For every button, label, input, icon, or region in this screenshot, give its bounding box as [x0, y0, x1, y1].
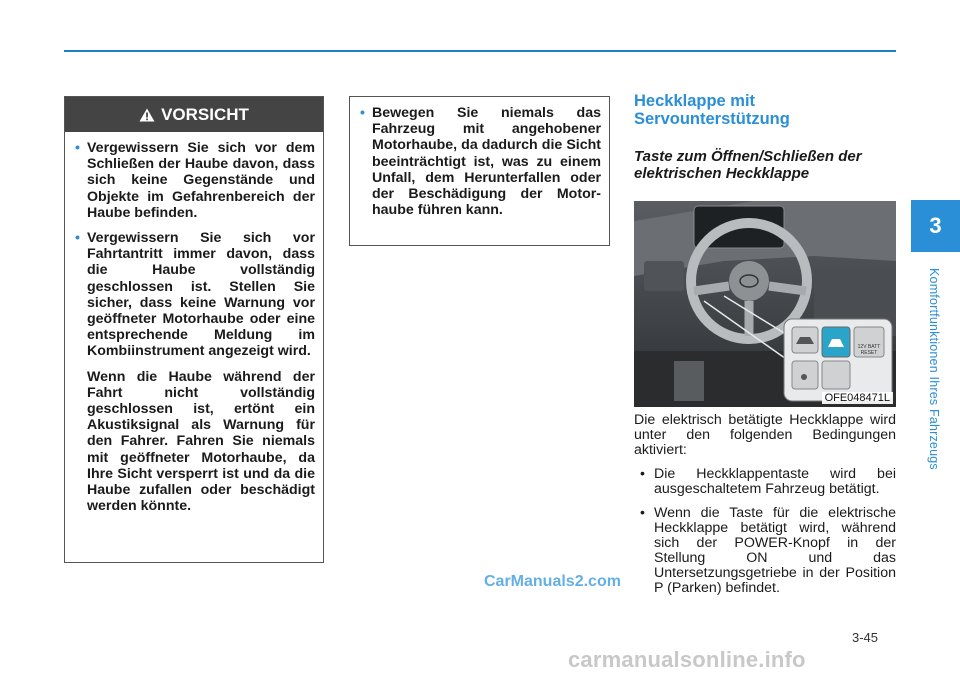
caution-box — [64, 96, 324, 563]
battery-label: 12V BATT — [857, 344, 881, 350]
caution-header — [65, 97, 323, 132]
figure-code: OFE048471L — [822, 392, 893, 404]
caution-box-continued — [349, 96, 610, 246]
caution-list — [65, 140, 323, 514]
section-title-line1: Heckklappe mit — [634, 92, 756, 110]
dashboard-illustration — [634, 201, 896, 407]
caution-item: • Vergewissern Sie sich vor Fahrtantritt immer davon, dass die Haube vollständig geschlossen ist. Stellen Sie sicher, dass keine Warnung vor geöffneter Motorhaube oder eine entsprechende Meldung im Kombiinstrument angezeigt wird. — [87, 230, 315, 360]
caution-item: • Vergewissern Sie sich vor dem Schließen der Haube davon, dass sich keine Gegenstände und Objekte im Gefahrenbereich der Haube befinden. — [87, 140, 315, 221]
condition-item: • Die Heckklappentaste wird bei ausgeschaltetem Fahrzeug betätigt. — [654, 467, 896, 497]
header-rule — [64, 50, 896, 52]
caution-item: • Bewegen Sie niemals das Fahrzeug mit angehobener Motorhaube, da dadurch die Sicht beeinträchtigt ist, was zu einem Unfall, dem Herunterfallen oder der Beschädigung der Motor-haube führen kann. — [372, 105, 601, 218]
caution-list-continued — [350, 105, 609, 218]
section-subtitle: Taste zum Öffnen/Schließen der elektrischen Heckklappe — [634, 148, 862, 182]
intro-text: Die elektrisch betätigte Heckklappe wird unter den folgenden Bedingungen aktiviert: — [634, 412, 896, 458]
reset-label: RESET — [860, 350, 878, 356]
condition-item: • Wenn die Taste für die elektrische Heckklappe betätigt wird, während sich der POWER-Knopf in der Stellung ON und das Untersetzungsgetriebe in der Position P (Parken) befindet. — [654, 506, 896, 596]
caution-item-continuation: Wenn die Haube während der Fahrt nicht vollständig geschlossen ist, ertönt ein Akustiksignal als Warnung für den Fahrer. Fahren Sie niemals mit geöffneter Motorhaube, da Ihre Sicht versperrt ist und da die Haube zufallen oder beschädigt werden könnte. — [87, 368, 315, 515]
section-title-line2: Servounterstützung — [634, 110, 790, 128]
caution-heading: VORSICHT — [161, 104, 249, 124]
watermark-carmanuals2: CarManuals2.com — [484, 573, 621, 590]
page-number: 3-45 — [852, 630, 879, 645]
warning-triangle-icon — [139, 108, 155, 122]
watermark-carmanualsonline: carmanualsonline.info — [568, 647, 806, 672]
chapter-side-label — [926, 268, 944, 498]
condition-list — [634, 467, 896, 596]
section-title — [634, 92, 896, 128]
chapter-label-text: Komfortfunktionen Ihres Fahrzeugs — [927, 268, 941, 470]
dashboard-drawing — [634, 201, 896, 407]
section-power-tailgate — [634, 92, 896, 605]
chapter-tab: 3 — [911, 200, 960, 252]
